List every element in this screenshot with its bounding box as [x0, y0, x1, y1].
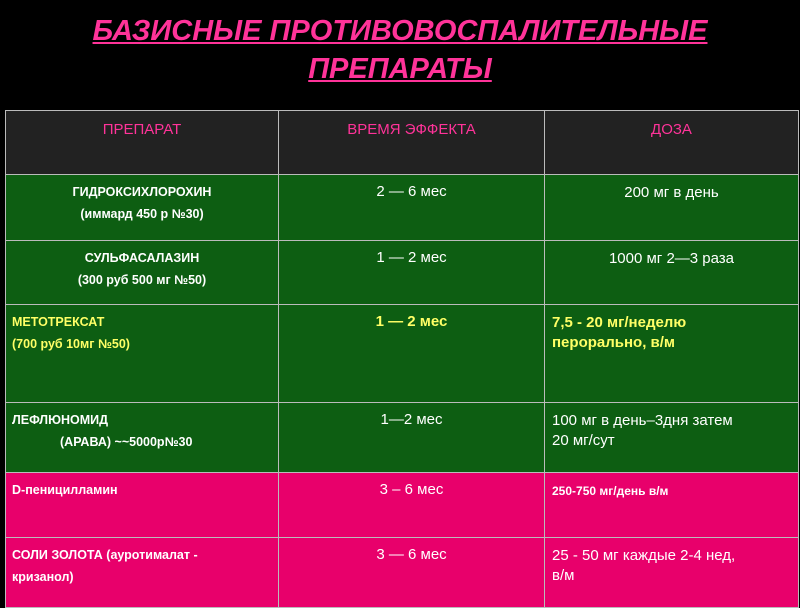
drug-cell — [6, 403, 279, 473]
drugs-table — [5, 110, 799, 608]
drug-name: МЕТОТРЕКСАТ — [12, 315, 105, 329]
table-row — [6, 473, 799, 538]
time-cell: 3 — 6 мес — [279, 538, 545, 608]
dose-cell — [545, 305, 799, 403]
time-cell: 1 — 2 мес — [279, 305, 545, 403]
table-row — [6, 175, 799, 241]
drug-name: ГИДРОКСИХЛОРОХИН — [72, 185, 212, 199]
dose-line-2: в/м — [552, 567, 575, 584]
table-row — [6, 538, 799, 608]
time-cell: 1 — 2 мес — [279, 241, 545, 305]
page-title — [0, 12, 800, 88]
drug-cell — [6, 473, 279, 538]
header-dose: ДОЗА — [545, 111, 799, 175]
dose-line-2: 20 мг/сут — [552, 432, 615, 449]
dose-cell — [545, 403, 799, 473]
drug-name: СОЛИ ЗОЛОТА (ауротималат - — [12, 548, 198, 562]
time-cell: 3 – 6 мес — [279, 473, 545, 538]
drug-name: D-пеницилламин — [12, 483, 118, 497]
dose-line-1: 100 мг в день–3дня затем — [552, 412, 733, 429]
table-header-row — [6, 111, 799, 175]
drug-price: (700 руб 10мг №50) — [12, 337, 130, 351]
drug-price: (АРАВА) ~~5000р№30 — [60, 435, 193, 449]
dose-line-1: 7,5 - 20 мг/неделю — [552, 314, 687, 331]
drug-price: кризанол) — [12, 570, 74, 584]
drug-cell — [6, 241, 279, 305]
drug-cell — [6, 538, 279, 608]
drug-cell — [6, 305, 279, 403]
time-cell: 1—2 мес — [279, 403, 545, 473]
drug-name: ЛЕФЛЮНОМИД — [12, 413, 109, 427]
dose-line-1: 25 - 50 мг каждые 2-4 нед, — [552, 547, 736, 564]
drug-price: (300 руб 500 мг №50) — [77, 273, 207, 287]
table-row — [6, 241, 799, 305]
header-drug: ПРЕПАРАТ — [6, 111, 279, 175]
title-line-2: ПРЕПАРАТЫ — [308, 53, 492, 85]
header-time: ВРЕМЯ ЭФФЕКТА — [279, 111, 545, 175]
title-line-1: БАЗИСНЫЕ ПРОТИВОВОСПАЛИТЕЛЬНЫЕ — [92, 15, 708, 47]
drug-cell — [6, 175, 279, 241]
dose-cell: 250-750 мг/день в/м — [545, 473, 799, 538]
drug-name: СУЛЬФАСАЛАЗИН — [84, 251, 200, 265]
table-row — [6, 305, 799, 403]
dose-cell: 1000 мг 2—3 раза — [545, 241, 799, 305]
dose-cell: 200 мг в день — [545, 175, 799, 241]
table-row — [6, 403, 799, 473]
time-cell: 2 — 6 мес — [279, 175, 545, 241]
dose-line-2: перорально, в/м — [552, 334, 676, 351]
dose-cell — [545, 538, 799, 608]
drug-price: (иммард 450 р №30) — [80, 207, 204, 221]
